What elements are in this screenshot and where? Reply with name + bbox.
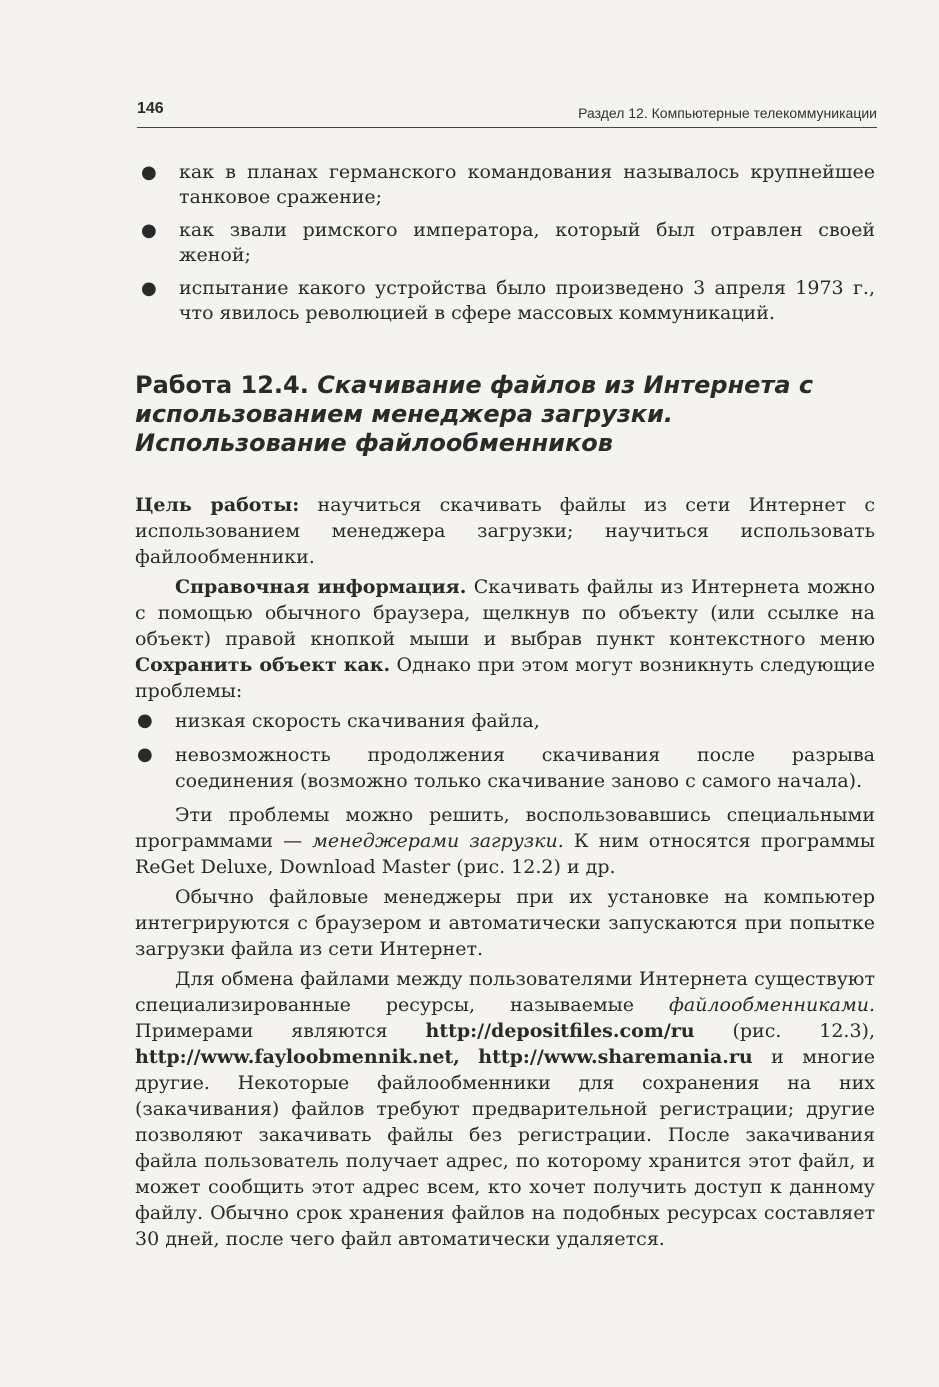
list-item: ● невозможность продолжения скачивания после разрыва соединения (возможно только скачивание заново с самого начала). — [137, 744, 875, 792]
list-item: ● испытание какого устройства было произведено 3 апреля 1973 г., что явилось революцией в сфере массовых коммуникаций. — [141, 277, 875, 324]
bullet-icon: ● — [141, 278, 157, 299]
problems-list — [135, 708, 875, 794]
section-label: Работа 12.4. — [135, 371, 309, 399]
url-sharemania: http://www.sharemania.ru — [478, 1046, 753, 1068]
managers-paragraph: Эти проблемы можно решить, воспользовавшись специальными программами — менеджерами загрузки. К ним относятся программы ReGet Deluxe, Download Master (рис. 12.2) и др. — [135, 804, 876, 878]
list-item: ● как звали римского императора, который был отравлен своей женой; — [141, 219, 875, 266]
goal-text: научиться скачивать файлы из сети Интернет с использованием менеджера загрузки; научиться использовать файлообменники. — [135, 494, 875, 568]
term-download-managers: менеджерами загрузки. — [312, 830, 564, 852]
list-item: ● как в планах германского командования называлось крупнейшее танковое сражение; — [141, 161, 875, 208]
running-head: Раздел 12. Компьютерные телекоммуникации — [578, 105, 877, 121]
list-item: ● низкая скорость скачивания файла, — [137, 710, 540, 732]
integration-paragraph: Обычно файловые менеджеры при их установке на компьютер интегрируются с браузером и автоматически запускаются при попытке загрузки файла из сети Интернет. — [135, 886, 875, 960]
section-title: Скачивание файлов из Интернета с использованием менеджера загрузки. Использование файлообменников — [135, 371, 814, 457]
bullet-icon: ● — [141, 162, 157, 183]
reference-paragraph: Справочная информация. Скачивать файлы из Интернета можно с помощью обычного браузера, щелкнув по объекту (или ссылке на объект) правой кнопкой мыши и выбрав пункт контекстного меню Сохранить объект как. Однако при этом могут возникнуть следующие проблемы: — [135, 576, 876, 702]
bullet-icon: ● — [137, 744, 153, 765]
term-file-hosting: файлообменниками. — [669, 994, 875, 1016]
section-heading — [135, 371, 875, 458]
bullet-icon: ● — [137, 710, 153, 731]
url-depositfiles: http://depositfiles.com/ru — [425, 1020, 695, 1042]
top-bullet-list — [135, 160, 875, 326]
url-fayloobmennik: http://www.fayloobmennik.net, — [135, 1046, 460, 1068]
page-header — [137, 100, 877, 124]
reference-label: Справочная информация. — [175, 576, 467, 598]
header-rule — [137, 127, 877, 128]
exchange-paragraph: Для обмена файлами между пользователями Интернета существуют специализированные ресурсы, называемые файлообменниками. Примерами являются http://depositfiles.com/ru (рис. 12.3), http://www.fayloobmennik.net, http://www.sharemania.ru и многие другие. Некоторые файлообменники для сохранения на них (закачивания) файлов требуют предварительной регистрации; другие позволяют закачивать файлы без регистрации. После закачивания файла пользователь получает адрес, по которому хранится этот файл, и может сообщить этот адрес всем, кто хочет получить доступ к данному файлу. Обычно срок хранения файлов на подобных ресурсах составляет 30 дней, после чего файл автоматически удаляется. — [135, 968, 876, 1250]
goal-paragraph — [135, 492, 875, 570]
goal-label: Цель работы: — [135, 494, 300, 516]
page-content — [135, 160, 875, 1252]
menu-item-name: Сохранить объект как. — [135, 654, 391, 676]
page-number: 146 — [137, 100, 164, 117]
bullet-icon: ● — [141, 220, 157, 241]
